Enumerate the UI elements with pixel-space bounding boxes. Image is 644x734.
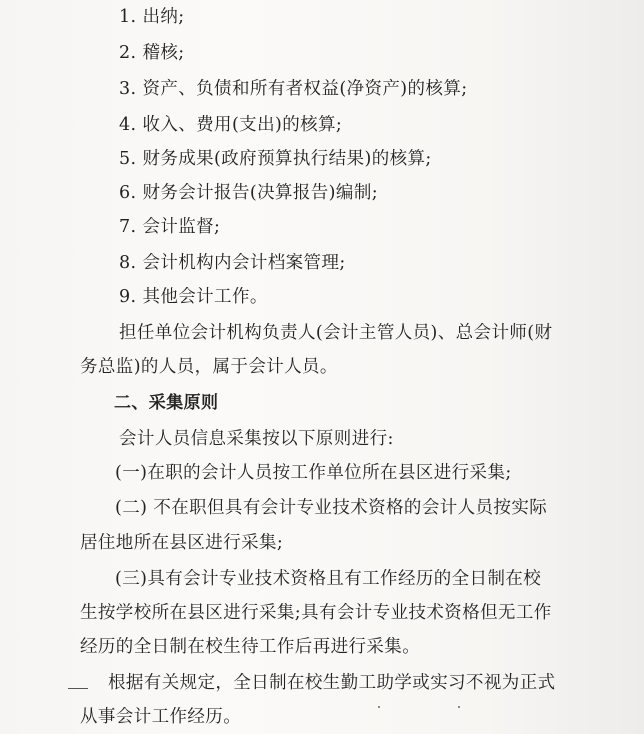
list-item: 2. 稽核; bbox=[119, 43, 185, 63]
list-item: 8. 会计机构内会计档案管理; bbox=[119, 253, 346, 273]
list-item: 7. 会计监督; bbox=[119, 217, 221, 237]
paragraph-line: (二) 不在职但具有会计专业技术资格的会计人员按实际 bbox=[115, 498, 548, 518]
paragraph-line: (一)在职的会计人员按工作单位所在县区进行采集; bbox=[115, 463, 512, 483]
paragraph-line: 生按学校所在县区进行采集;具有会计专业技术资格但无工作 bbox=[80, 603, 552, 623]
ink-speck bbox=[378, 706, 380, 708]
paragraph-line: 居住地所在县区进行采集; bbox=[80, 533, 284, 553]
list-item: 4. 收入、费用(支出)的核算; bbox=[119, 115, 343, 135]
list-item: 1. 出纳; bbox=[119, 7, 185, 27]
paragraph-line: 会计人员信息采集按以下原则进行: bbox=[119, 429, 394, 449]
paragraph-line: 务总监)的人员，属于会计人员。 bbox=[80, 357, 338, 377]
ink-speck bbox=[458, 706, 460, 708]
list-item: 6. 财务会计报告(决算报告)编制; bbox=[119, 183, 379, 203]
paragraph-line: (三)具有会计专业技术资格且有工作经历的全日制在校 bbox=[115, 569, 542, 589]
section-heading: 二、采集原则 bbox=[114, 393, 219, 413]
list-item: 5. 财务成果(政府预算执行结果)的核算; bbox=[119, 149, 432, 169]
list-item: 3. 资产、负债和所有者权益(净资产)的核算; bbox=[119, 79, 468, 99]
paragraph-line: 从事会计工作经历。 bbox=[80, 707, 242, 727]
pen-mark bbox=[68, 688, 88, 689]
paragraph-line: 根据有关规定，全日制在校生勤工助学或实习不视为正式 bbox=[108, 673, 556, 693]
list-item: 9. 其他会计工作。 bbox=[119, 287, 268, 307]
paragraph-line: 担任单位会计机构负责人(会计主管人员)、总会计师(财 bbox=[119, 323, 553, 343]
paragraph-line: 经历的全日制在校生待工作后再进行采集。 bbox=[80, 637, 421, 657]
